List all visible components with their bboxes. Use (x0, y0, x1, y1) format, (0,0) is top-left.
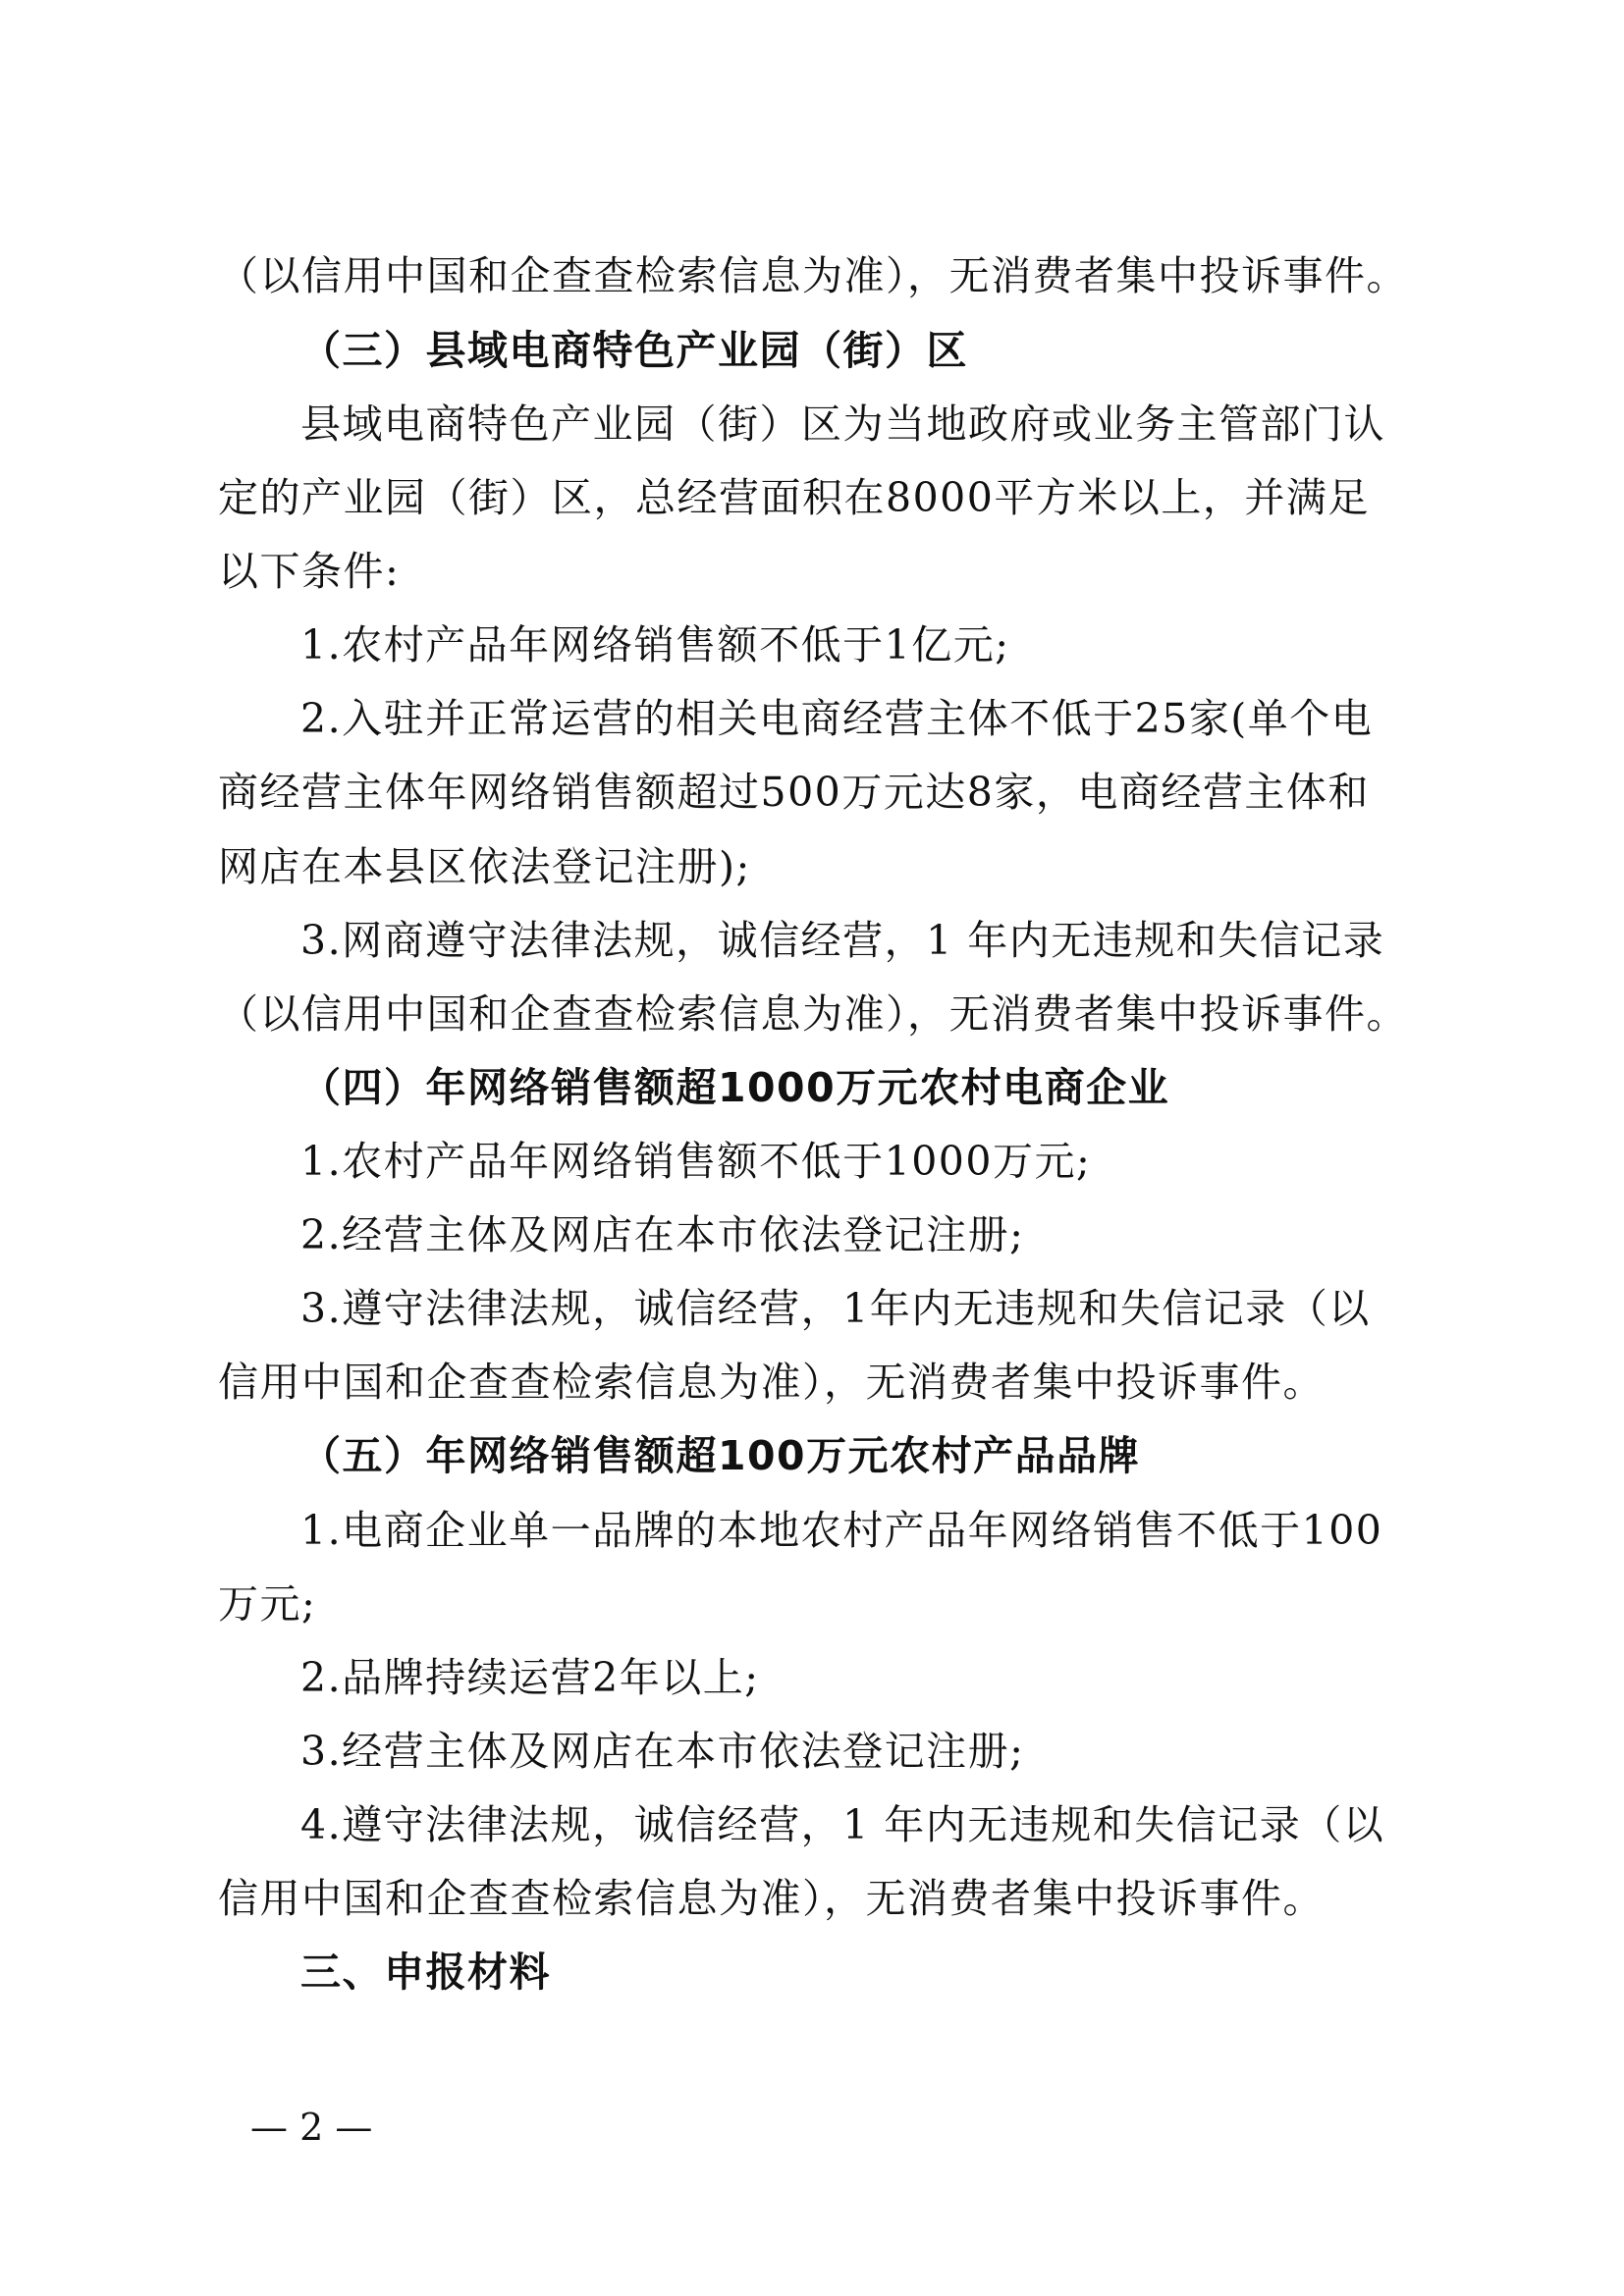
paragraph-line: 网店在本县区依法登记注册); (218, 843, 751, 890)
list-item: 3.遵守法律法规，诚信经营，1年内无违规和失信记录（以 (300, 1285, 1371, 1332)
paragraph-line: 信用中国和企查查检索信息为准），无消费者集中投诉事件。 (218, 1359, 1325, 1406)
section-heading-enterprise: （四）年网络销售额超1000万元农村电商企业 (300, 1064, 1170, 1111)
paragraph-line: 商经营主体年网络销售额超过500万元达8家，电商经营主体和 (218, 769, 1370, 816)
list-item: 3.网商遵守法律法规，诚信经营，1 年内无违规和失信记录 (300, 917, 1385, 964)
page-number: — 2 — (250, 2106, 373, 2149)
paragraph-line: （以信用中国和企查查检索信息为准），无消费者集中投诉事件。 (218, 990, 1408, 1038)
paragraph-line: （以信用中国和企查查检索信息为准），无消费者集中投诉事件。 (218, 252, 1408, 299)
section-heading-brand: （五）年网络销售额超100万元农村产品品牌 (300, 1432, 1141, 1479)
section-heading-county-ecommerce-park: （三）县域电商特色产业园（街）区 (300, 327, 968, 374)
list-item: 1.农村产品年网络销售额不低于1000万元; (300, 1138, 1092, 1185)
paragraph-line: 万元; (218, 1580, 317, 1628)
paragraph-line: 县域电商特色产业园（街）区为当地政府或业务主管部门认 (300, 400, 1385, 448)
list-item: 1.农村产品年网络销售额不低于1亿元; (300, 621, 1010, 668)
list-item: 3.经营主体及网店在本市依法登记注册; (300, 1728, 1025, 1775)
paragraph-line: 以下条件: (218, 548, 401, 595)
list-item: 2.品牌持续运营2年以上; (300, 1654, 760, 1701)
list-item: 2.经营主体及网店在本市依法登记注册; (300, 1211, 1025, 1258)
paragraph-line: 定的产业园（街）区，总经营面积在8000平方米以上，并满足 (218, 474, 1370, 521)
list-item: 1.电商企业单一品牌的本地农村产品年网络销售不低于100 (300, 1507, 1383, 1554)
paragraph-line: 信用中国和企查查检索信息为准），无消费者集中投诉事件。 (218, 1875, 1325, 1922)
list-item: 4.遵守法律法规，诚信经营，1 年内无违规和失信记录（以 (300, 1801, 1385, 1848)
list-item: 2.入驻并正常运营的相关电商经营主体不低于25家(单个电 (300, 695, 1374, 742)
section-heading-application-materials: 三、申报材料 (300, 1949, 551, 1996)
